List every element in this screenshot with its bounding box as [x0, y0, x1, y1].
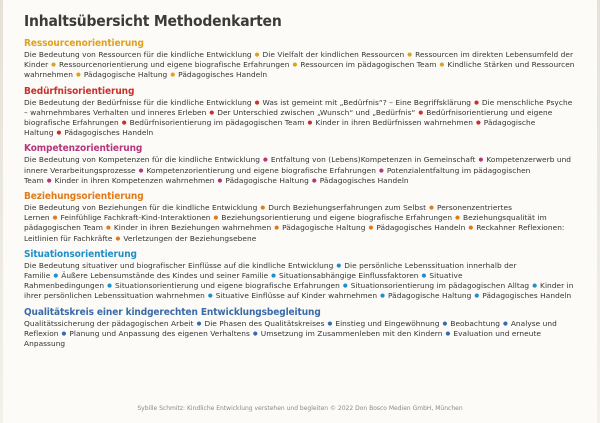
bullet-icon: ●: [196, 320, 202, 327]
list-item: Pädagogische Haltung: [225, 175, 309, 185]
bullet-icon: ●: [292, 62, 298, 69]
bullet-icon: ●: [342, 283, 348, 290]
bullet-icon: ●: [307, 120, 313, 127]
section-heading: Qualitätskreis einer kindgerechten Entwicklungsbegleitung: [24, 306, 321, 318]
section: [24, 191, 576, 244]
list-item: Beobachtung: [450, 318, 500, 328]
list-item: Äußere Lebensumstände des Kindes und seiner Familie: [61, 271, 269, 281]
list-item: Kompetenzorientierung und eigene biografische Erfahrungen: [146, 165, 376, 175]
list-item: Der Unterschied zwischen „Wunsch“ und „Bedürfnis“: [217, 107, 416, 117]
bullet-icon: ●: [421, 273, 427, 280]
list-item: Durch Beziehungserfahrungen zum Selbst: [268, 203, 427, 213]
sections-container: [24, 38, 576, 349]
section: [24, 143, 576, 186]
bullet-icon: ●: [429, 205, 434, 212]
list-item: Pädagogische Haltung: [387, 291, 472, 301]
list-item: Pädagogisches Handeln: [376, 223, 466, 233]
list-item: Feinfühlige Fachkraft-Kind-Interaktionen: [60, 213, 211, 223]
list-item: Kinder in ihren Bedürfnissen wahrnehmen: [315, 118, 473, 128]
bullet-icon: ●: [532, 283, 538, 290]
list-item: Bedürfnisorientierung im pädagogischen Team: [129, 118, 305, 128]
footer-copyright: Sybille Schmitz: Kindliche Entwicklung verstehen und begleiten © 2022 Don Bosco Medien GmbH, München: [137, 405, 463, 412]
bullet-icon: ●: [468, 225, 474, 232]
list-item: Evaluation und erneute Anpassung: [24, 328, 542, 349]
bullet-icon: ●: [107, 283, 112, 290]
section: [24, 38, 576, 81]
bullet-icon: ●: [378, 167, 384, 174]
bullet-icon: ●: [51, 62, 57, 69]
bullet-icon: ●: [478, 157, 484, 164]
list-item: Qualitätssicherung der pädagogischen Arbeit: [24, 318, 194, 328]
list-item: Kompetenzerwerb und innere Verarbeitungsprozesse: [24, 155, 572, 175]
list-item: Die Bedeutung von Beziehungen für die kindliche Entwicklung: [24, 203, 258, 213]
bullet-icon: ●: [380, 293, 385, 300]
list-item: Pädagogisches Handeln: [319, 175, 409, 185]
list-item: Die Bedeutung der Bedürfnisse für die kindliche Entwicklung: [24, 97, 252, 107]
bullet-icon: ●: [52, 215, 58, 222]
list-item: Beziehungsorientierung und eigene biografische Erfahrungen: [221, 213, 453, 223]
list-item: Die persönliche Lebenssituation innerhalb der Familie: [24, 260, 517, 281]
list-item: Personenzentriertes Lernen: [24, 203, 512, 223]
bullet-icon: ●: [502, 320, 508, 327]
section-heading: Ressourcenorientierung: [24, 38, 144, 49]
list-item: Situationsorientierung im pädagogischen Alltag: [350, 281, 530, 291]
section: [24, 307, 576, 350]
bullet-icon: ●: [474, 293, 480, 300]
list-item: Situative Einflüsse auf Kinder wahrnehmen: [215, 291, 378, 301]
list-item: Potenzialentfaltung im pädagogischen Team: [24, 165, 531, 185]
list-item: Situationsorientierung und eigene biografische Erfahrungen: [114, 281, 340, 291]
list-item: Die Bedeutung von Kompetenzen für die kindliche Entwicklung: [24, 155, 260, 165]
list-item: Die menschliche Psyche – wahrnehmbares Verhalten und inneres Erleben: [24, 97, 573, 117]
bullet-icon: ●: [207, 293, 213, 300]
list-item: Planung und Anpassung des eigenen Verhaltens: [69, 328, 250, 338]
bullet-icon: ●: [407, 52, 413, 58]
section-heading: Bedürfnisorientierung: [24, 85, 135, 97]
list-item: Entfaltung von (Lebens)Kompetenzen in Gemeinschaft: [270, 155, 476, 165]
list-item: Situationsabhängige Einflussfaktoren: [279, 271, 419, 281]
bullet-icon: ●: [327, 320, 333, 327]
bullet-icon: ●: [61, 330, 67, 337]
section: [24, 249, 576, 302]
list-item: Situative Rahmenbedingungen: [24, 271, 463, 291]
list-item: Beziehungsqualität im pädagogischen Team: [24, 213, 547, 233]
list-item: Pädagogisches Handeln: [64, 128, 154, 138]
list-item: Kinder in ihren Beziehungen wahrnehmen: [113, 223, 272, 233]
bullet-icon: ●: [106, 225, 111, 232]
bullet-icon: ●: [121, 120, 127, 127]
bullet-icon: ●: [455, 215, 461, 222]
list-item: Pädagogische Haltung: [83, 70, 168, 80]
bullet-icon: ●: [254, 99, 260, 106]
bullet-icon: ●: [260, 205, 266, 212]
bullet-icon: ●: [475, 120, 481, 127]
list-item: Ressourcenorientierung und eigene biografische Erfahrungen: [59, 60, 290, 70]
bullet-icon: ●: [254, 52, 260, 58]
bullet-icon: ●: [56, 130, 62, 137]
list-item: Kinder in ihren Kompetenzen wahrnehmen: [54, 175, 215, 185]
bullet-icon: ●: [474, 99, 479, 106]
bullet-icon: ●: [262, 157, 268, 164]
list-item: Reckahner Reflexionen: Leitlinien für Fachkräfte: [24, 223, 565, 243]
list-item: Pädagogische Haltung: [24, 118, 536, 138]
bullet-icon: ●: [170, 72, 176, 79]
bullet-icon: ●: [274, 225, 280, 232]
bullet-icon: ●: [53, 273, 59, 280]
list-item: Was ist gemeint mit „Bedürfnis“? – Eine Begriffsklärung: [262, 97, 472, 107]
section-heading: Beziehungsorientierung: [24, 191, 144, 203]
bullet-icon: ●: [46, 177, 52, 184]
list-item: Ressourcen im pädagogischen Team: [300, 60, 437, 70]
bullet-icon: ●: [311, 177, 317, 184]
list-item: Verletzungen der Beziehungsebene: [123, 233, 257, 243]
bullet-icon: ●: [217, 177, 223, 184]
bullet-icon: ●: [252, 330, 258, 337]
list-item: Einstieg und Eingewöhnung: [335, 318, 440, 328]
list-item: Kinder in ihrer persönlichen Lebenssituation wahrnehmen: [24, 281, 574, 301]
section-items: [24, 50, 576, 81]
list-item: Umsetzung im Zusammenleben mit den Kindern: [260, 328, 443, 338]
section-heading: Kompetenzorientierung: [24, 143, 143, 155]
bullet-icon: ●: [115, 235, 121, 242]
list-item: Pädagogische Haltung: [282, 223, 366, 233]
list-item: Kindliche Stärken und Ressourcen wahrnehmen: [24, 60, 575, 80]
section-items: [24, 319, 576, 350]
bullet-icon: ●: [76, 72, 81, 79]
section-items: [24, 98, 576, 139]
list-item: Analyse und Reflexion: [24, 318, 557, 338]
bullet-icon: ●: [368, 225, 374, 232]
list-item: Pädagogisches Handeln: [178, 70, 268, 80]
section: [24, 86, 576, 139]
bullet-icon: ●: [271, 273, 277, 280]
bullet-icon: ●: [445, 330, 451, 337]
bullet-icon: ●: [418, 109, 424, 116]
section-items: [24, 155, 576, 186]
bullet-icon: ●: [213, 215, 219, 222]
bullet-icon: ●: [209, 109, 215, 116]
section-items: [24, 261, 576, 302]
list-item: Die Vielfalt der kindlichen Ressourcen: [262, 50, 405, 59]
bullet-icon: ●: [439, 62, 445, 69]
bullet-icon: ●: [442, 320, 448, 327]
section-heading: Situationsorientierung: [24, 248, 137, 260]
page-title: Inhaltsübersicht Methodenkarten: [24, 12, 282, 30]
bullet-icon: ●: [336, 262, 342, 269]
bullet-icon: ●: [138, 167, 144, 174]
list-item: Pädagogisches Handeln: [482, 291, 572, 301]
section-items: [24, 203, 576, 244]
list-item: Die Bedeutung situativer und biografischer Einflüsse auf die kindliche Entwicklung: [24, 260, 334, 270]
list-item: Ressourcen im direkten Lebensumfeld der Kinder: [24, 50, 574, 70]
list-item: Die Bedeutung von Ressourcen für die kindliche Entwicklung: [24, 50, 252, 59]
list-item: Die Phasen des Qualitätskreises: [204, 318, 325, 328]
list-item: Bedürfnisorientierung und eigene biografische Erfahrungen: [24, 107, 553, 128]
